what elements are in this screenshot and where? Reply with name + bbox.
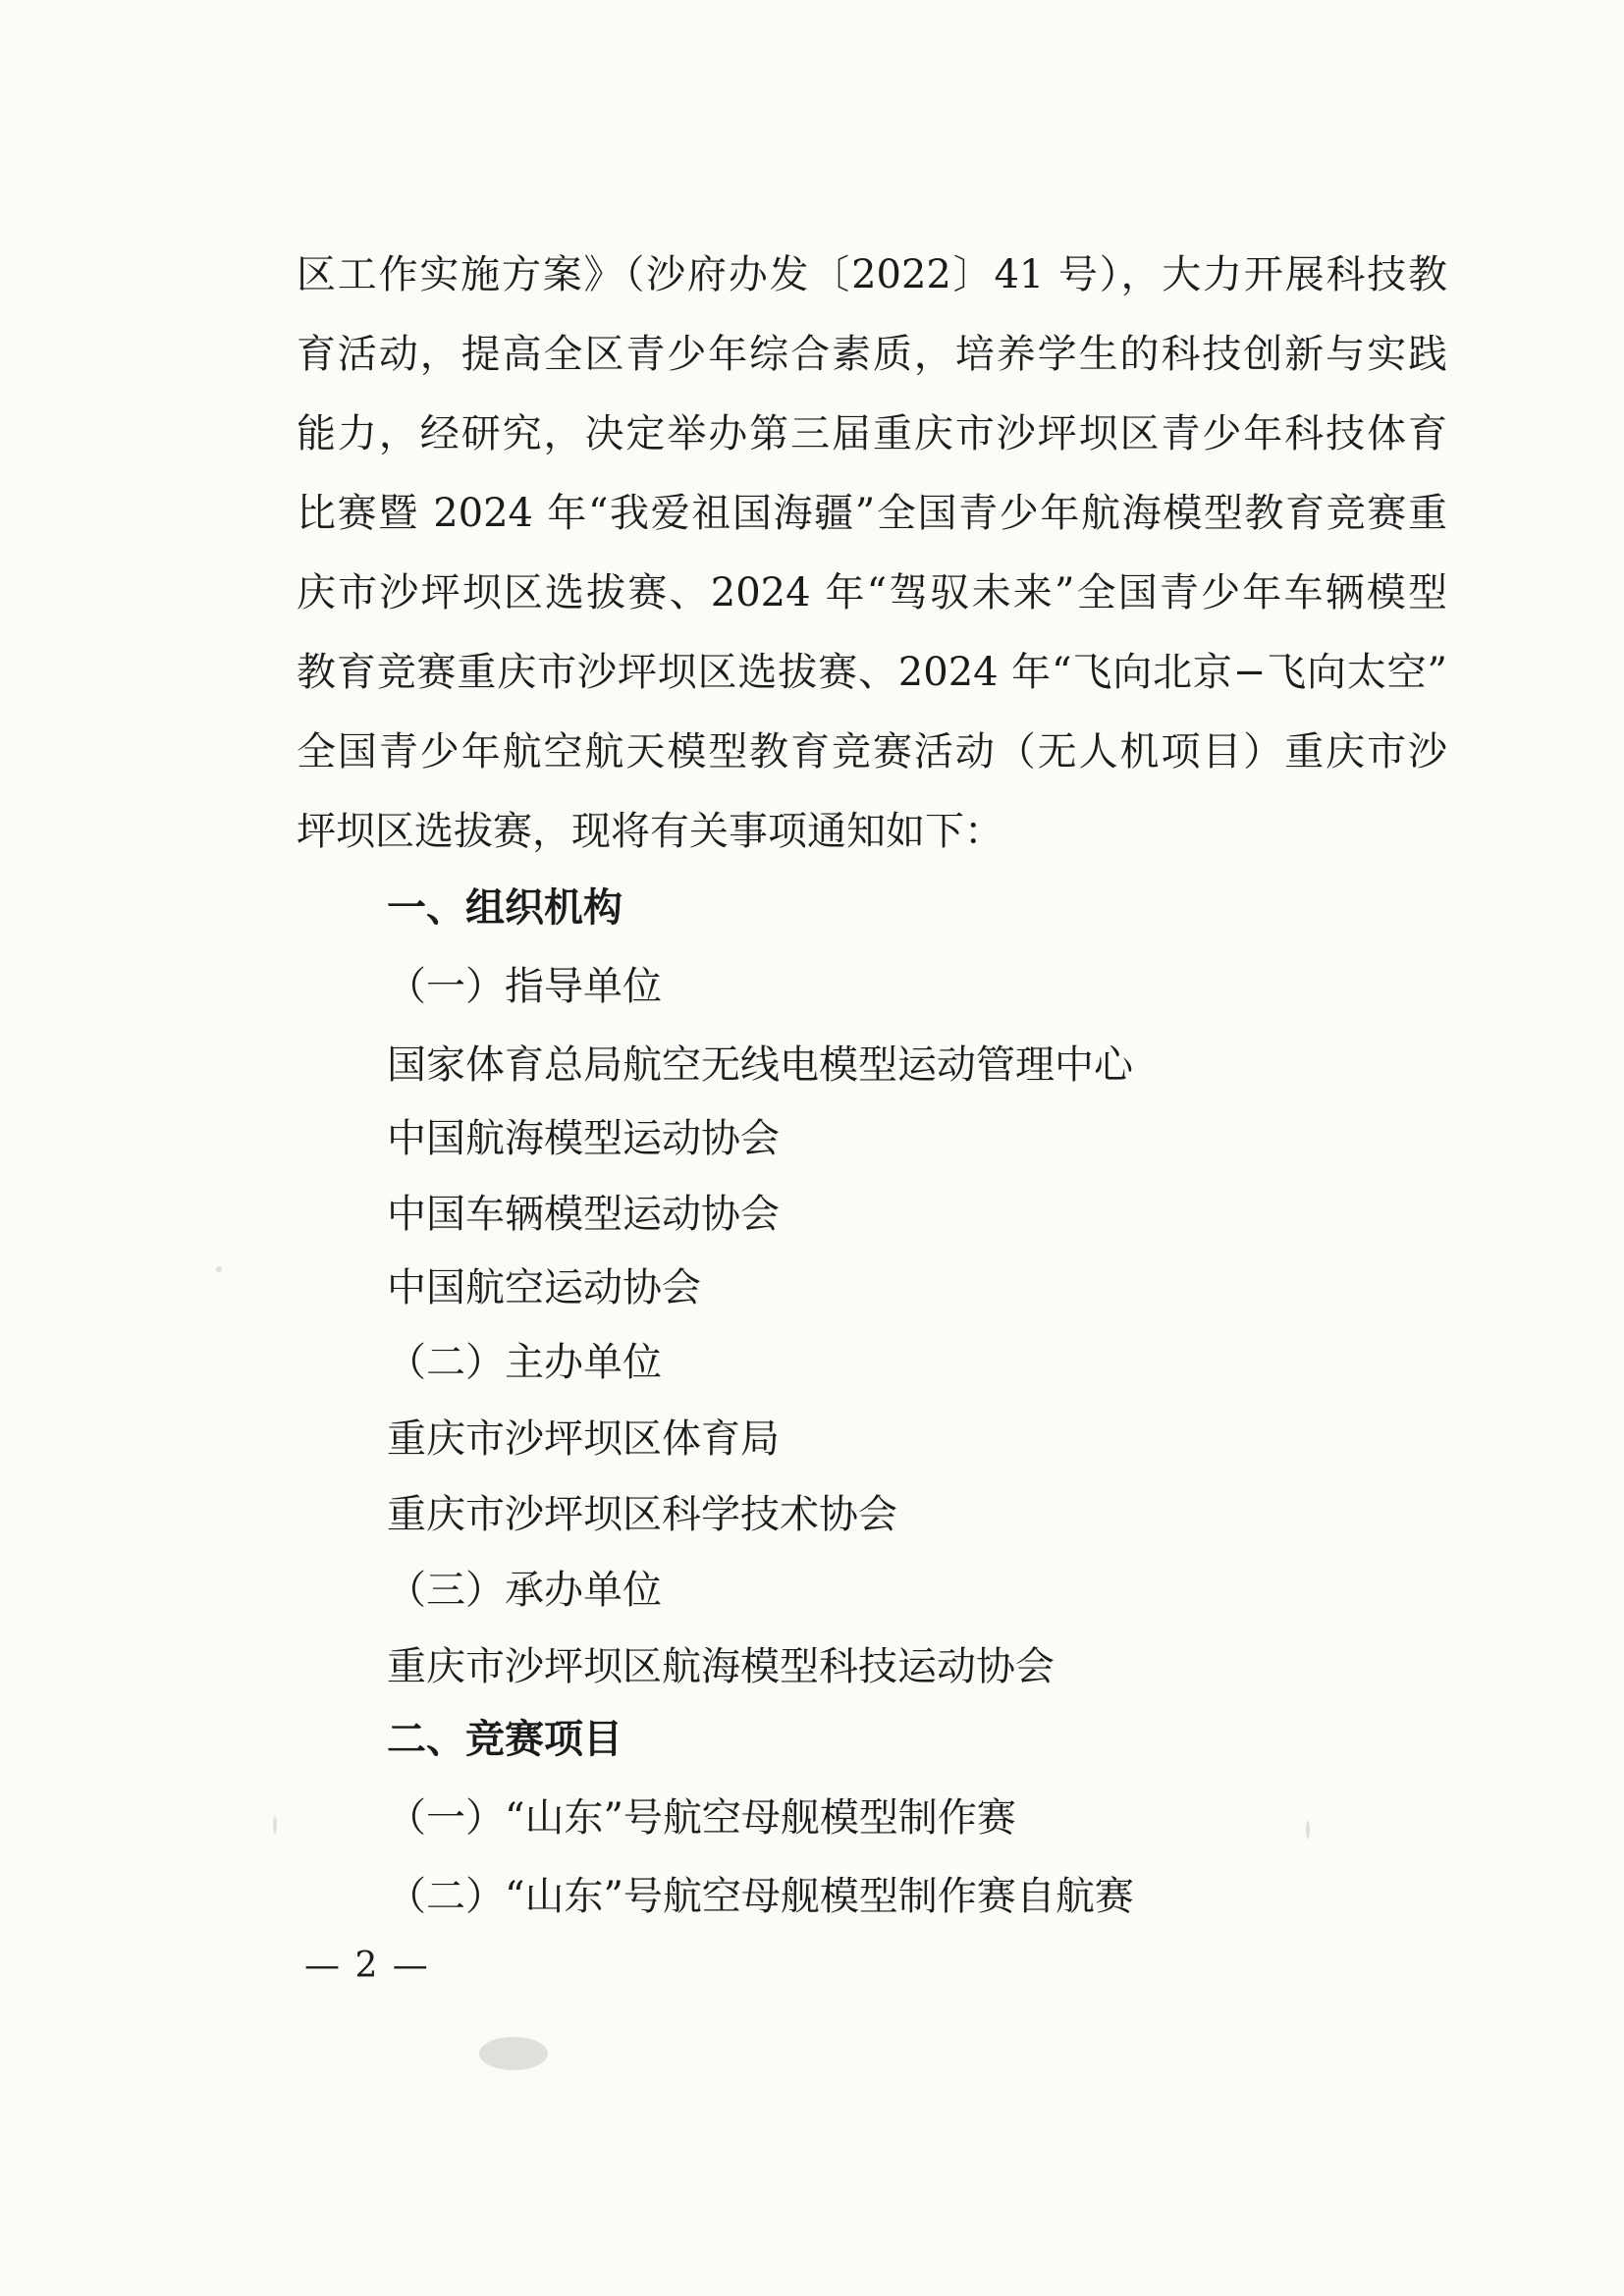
scan-speck [216,1266,222,1272]
list-item: 重庆市沙坪坝区航海模型科技运动协会 [387,1644,1055,1689]
paragraph-line: 能力，经研究，决定举办第三届重庆市沙坪坝区青少年科技体育 [297,411,1447,456]
scan-speck [1306,1821,1310,1839]
page-number: — 2 — [304,1946,430,1986]
section-heading-events: 二、竞赛项目 [387,1717,623,1762]
scan-speck [273,1816,277,1834]
list-item: 中国航空运动协会 [387,1265,701,1310]
list-item: 中国航海模型运动协会 [387,1116,780,1161]
scan-speck [479,2037,548,2070]
paragraph-line: 教育竞赛重庆市沙坪坝区选拔赛、2024 年“飞向北京−飞向太空” [297,650,1447,695]
list-item: 重庆市沙坪坝区科学技术协会 [387,1492,897,1537]
paragraph-line: 坪坝区选拔赛，现将有关事项通知如下： [297,809,1003,854]
list-item: 中国车辆模型运动协会 [387,1192,780,1237]
section-heading-organization: 一、组织机构 [387,885,623,931]
paragraph-line: 育活动，提高全区青少年综合素质，培养学生的科技创新与实践 [297,332,1447,377]
list-item: （一）“山东”号航空母舰模型制作赛 [387,1795,1016,1841]
paragraph-line: 庆市沙坪坝区选拔赛、2024 年“驾驭未来”全国青少年车辆模型 [297,570,1447,615]
paragraph-line: 比赛暨 2024 年“我爱祖国海疆”全国青少年航海模型教育竞赛重 [297,491,1447,536]
list-item: 国家体育总局航空无线电模型运动管理中心 [387,1042,1133,1088]
subsection-title-guide: （一）指导单位 [387,964,662,1009]
paragraph-line: 全国青少年航空航天模型教育竞赛活动（无人机项目）重庆市沙 [297,729,1447,774]
subsection-title-host: （二）主办单位 [387,1340,662,1385]
paragraph-line: 区工作实施方案》（沙府办发〔2022〕41 号），大力开展科技教 [297,252,1447,297]
list-item: 重庆市沙坪坝区体育局 [387,1416,780,1462]
list-item: （二）“山东”号航空母舰模型制作赛自航赛 [387,1874,1134,1919]
subsection-title-organizer: （三）承办单位 [387,1568,662,1613]
